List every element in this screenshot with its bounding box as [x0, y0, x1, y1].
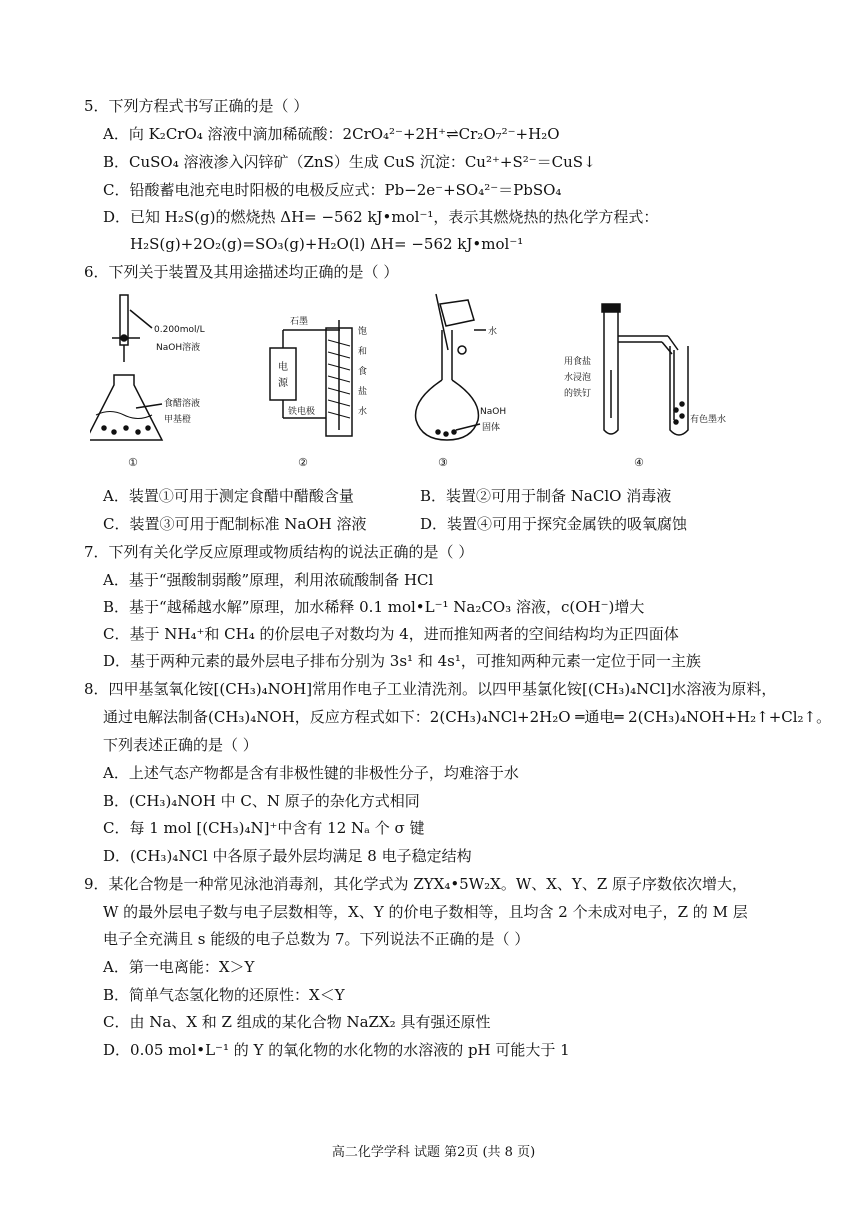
q5-stem: 5．下列方程式书写正确的是（ ）: [84, 97, 309, 115]
fig2-label-power-1: 电: [278, 362, 288, 373]
q8-stem-line-3: 下列表述正确的是（ ）: [103, 736, 258, 754]
q5-option-c: C．铅酸蓄电池充电时阳极的电极反应式：Pb−2e⁻+SO₄²⁻＝PbSO₄: [103, 181, 562, 199]
q8-stem-line-2: 通过电解法制备(CH₃)₄NOH，反应方程式如下：2(CH₃)₄NCl+2H₂O ═通电═ 2(CH₃)₄NOH+H₂↑+Cl₂↑。: [103, 708, 832, 726]
q5-option-a: A．向 K₂CrO₄ 溶液中滴加稀硫酸：2CrO₄²⁻+2H⁺⇌Cr₂O₇²⁻+H₂O: [103, 125, 560, 143]
q8-option-a: A．上述气态产物都是含有非极性键的非极性分子，均难溶于水: [103, 764, 519, 782]
fig2-label-sat-5: 水: [358, 407, 368, 417]
fig2-label-power-2: 源: [278, 378, 288, 389]
q6-option-d: D．装置④可用于探究金属铁的吸氧腐蚀: [420, 515, 688, 533]
fig3-label-water: 水: [488, 327, 498, 337]
q7-stem: 7．下列有关化学反应原理或物质结构的说法正确的是（ ）: [84, 543, 474, 561]
fig4-number: ④: [634, 456, 644, 469]
q6-stem: 6．下列关于装置及其用途描述均正确的是（ ）: [84, 263, 399, 281]
q5-option-b: B．CuSO₄ 溶液渗入闪锌矿（ZnS）生成 CuS 沉淀：Cu²⁺+S²⁻＝CuS↓: [103, 153, 596, 171]
fig3-number: ③: [438, 456, 448, 469]
q7-option-b: B．基于“越稀越水解”原理，加水稀释 0.1 mol•L⁻¹ Na₂CO₃ 溶液，c(OH⁻)增大: [103, 598, 645, 616]
fig2-label-graphite: 石墨: [290, 317, 309, 327]
page-footer: 高二化学学科 试题 第2页 (共 8 页): [331, 1145, 536, 1160]
fig4-label-3: 的铁钉: [564, 389, 592, 399]
q5-option-d-formula: H₂S(g)+2O₂(g)=SO₃(g)+H₂O(l) ΔH= −562 kJ•mol⁻¹: [130, 235, 524, 253]
q9-option-b: B．简单气态氢化物的还原性：X＜Y: [103, 986, 345, 1004]
fig2-number: ②: [298, 456, 308, 469]
fig2-label-iron-electrode: 铁电极: [288, 407, 316, 417]
q6-option-c: C．装置③可用于配制标准 NaOH 溶液: [103, 515, 367, 533]
q5-option-d: D．已知 H₂S(g)的燃烧热 ΔH= −562 kJ•mol⁻¹，表示其燃烧热的热化学方程式：: [103, 208, 659, 226]
fig1-label-naoh-conc: 0.200mol/L: [154, 325, 205, 335]
q7-option-a: A．基于“强酸制弱酸”原理，利用浓硫酸制备 HCl: [103, 571, 434, 589]
fig3-label-solid: 固体: [482, 423, 501, 433]
fig2-label-sat-4: 盐: [358, 387, 368, 397]
fig2-label-sat-3: 食: [358, 367, 368, 377]
q8-stem-line-1: 8．四甲基氢氧化铵[(CH₃)₄NOH]常用作电子工业清洗剂。以四甲基氯化铵[(CH₃)₄NCl]水溶液为原料，: [84, 680, 777, 698]
fig1-number: ①: [128, 456, 138, 469]
q6-option-a: A．装置①可用于测定食醋中醋酸含量: [103, 487, 354, 505]
fig1-label-naoh: NaOH溶液: [156, 343, 201, 353]
fig2-label-sat-2: 和: [358, 347, 368, 357]
q6-option-b: B．装置②可用于制备 NaClO 消毒液: [420, 487, 672, 505]
fig1-label-indicator: 甲基橙: [164, 415, 192, 425]
q8-option-c: C．每 1 mol [(CH₃)₄N]⁺中含有 12 Nₐ 个 σ 键: [103, 819, 425, 837]
q9-stem-line-1: 9．某化合物是一种常见泳池消毒剂，其化学式为 ZYX₄•5W₂X。W、X、Y、Z 原子序数依次增大，: [84, 875, 748, 893]
fig3-volumetric-flask: [416, 294, 486, 440]
q6-apparatus-figure: [90, 290, 780, 470]
fig1-titration-apparatus: [90, 295, 162, 440]
q9-option-d: D．0.05 mol•L⁻¹ 的 Y 的氧化物的水化物的水溶液的 pH 可能大于 1: [103, 1041, 570, 1059]
q8-option-b: B．(CH₃)₄NOH 中 C、N 原子的杂化方式相同: [103, 792, 420, 810]
fig4-label-1: 用食盐: [564, 357, 592, 367]
fig2-label-sat-1: 饱: [358, 327, 368, 337]
q8-option-d: D．(CH₃)₄NCl 中各原子最外层均满足 8 电子稳定结构: [103, 847, 472, 865]
q9-option-a: A．第一电离能：X＞Y: [103, 958, 255, 976]
fig4-label-ink: 有色墨水: [690, 415, 727, 425]
fig4-label-2: 水浸泡: [564, 373, 592, 383]
q7-option-d: D．基于两种元素的最外层电子排布分别为 3s¹ 和 4s¹，可推知两种元素一定位于同一主族: [103, 652, 701, 670]
q7-option-c: C．基于 NH₄⁺和 CH₄ 的价层电子对数均为 4，进而推知两者的空间结构均为正四面体: [103, 625, 679, 643]
q9-stem-line-3: 电子全充满且 s 能级的电子总数为 7。下列说法不正确的是（ ）: [103, 930, 530, 948]
q9-option-c: C．由 Na、X 和 Z 组成的某化合物 NaZX₂ 具有强还原性: [103, 1013, 491, 1031]
fig3-label-naoh: NaOH: [480, 407, 507, 417]
q9-stem-line-2: W 的最外层电子数与电子层数相等，X、Y 的价电子数相等，且均含 2 个未成对电子，Z 的 M 层: [103, 903, 748, 921]
fig4-corrosion-apparatus: [602, 304, 688, 435]
fig1-label-vinegar: 食醋溶液: [164, 399, 201, 409]
